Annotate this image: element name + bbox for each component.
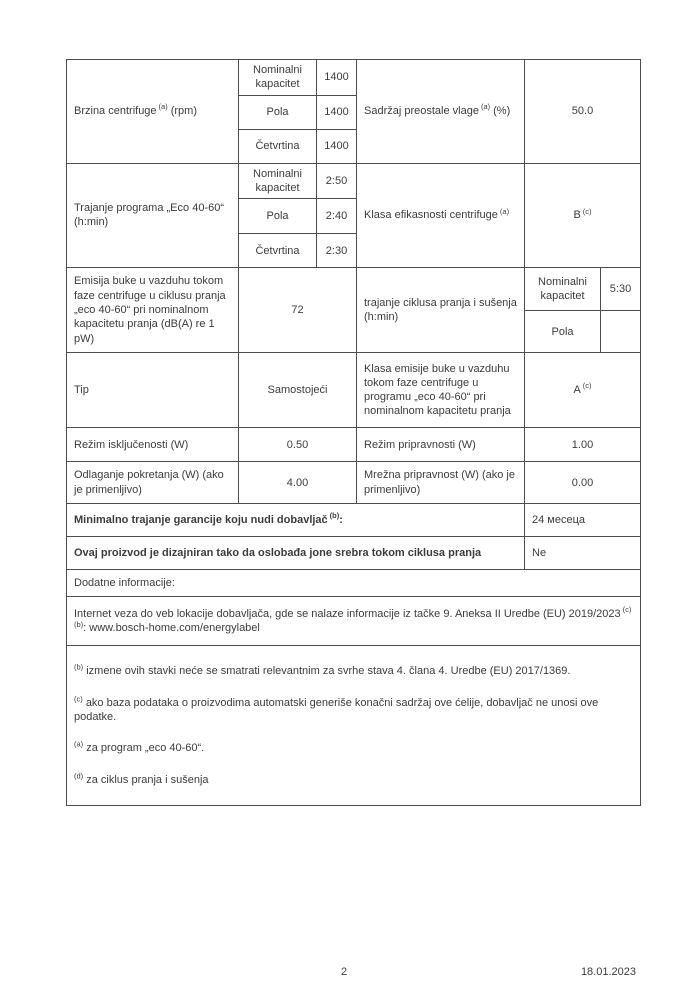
spin-class-footnote-marker: (a) xyxy=(499,206,510,216)
additional-info-label: Dodatne informacije: xyxy=(67,570,641,597)
noise-emission-value: 72 xyxy=(239,268,357,353)
capacity-quarter-label-cell xyxy=(239,129,317,163)
noise-emission-label: Emisija buke u vazduhu tokom faze centrifuge u ciklusu pranja „eco 40-60“ pri nominalnom kapacitetu pranja (dB(A) re 1 pW) xyxy=(74,275,226,345)
footnote-d xyxy=(74,770,633,787)
spin-speed-unit: (rpm) xyxy=(170,105,197,118)
web-link-footnote-markers: (c) (b) xyxy=(74,605,632,629)
capacity-nominal-label-2: Nominalni kapacitet xyxy=(253,167,302,194)
spin-speed-label: Brzina centrifuge xyxy=(74,105,157,118)
spin-speed-half-value: 1400 xyxy=(317,95,357,129)
capacity-nominal-label: Nominalni kapacitet xyxy=(253,64,302,91)
program-duration-label: Trajanje programa „Eco 40-60“ (h:min) xyxy=(74,202,224,229)
wash-dry-duration-label-cell xyxy=(357,268,525,353)
product-fiche-table xyxy=(66,59,641,806)
noise-emission-label-cell xyxy=(67,268,239,353)
warranty-value: 24 месеца xyxy=(525,504,641,537)
delay-start-label: Odlaganje pokretanja (W) (ako je primenljivo) xyxy=(74,469,224,496)
wash-dry-half-value xyxy=(601,311,641,353)
capacity-half-label-cell xyxy=(239,95,317,129)
wash-dry-half-label-cell xyxy=(525,311,601,353)
footnote-b-text: izmene ovih stavki neće se smatrati relevantnim za svrhe stava 4. člana 4. Uredbe (EU) 2017/1369. xyxy=(86,665,571,678)
residual-moisture-footnote-marker: (a) xyxy=(480,102,491,112)
capacity-half-label-2: Pola xyxy=(266,210,289,223)
residual-moisture-label: Sadržaj preostale vlage xyxy=(364,105,479,118)
type-label-cell xyxy=(67,353,239,428)
noise-class-value-footnote-marker: (c) xyxy=(582,381,592,391)
residual-moisture-label-cell xyxy=(357,60,525,164)
silver-ions-label: Ovaj proizvod je dizajniran tako da oslobađa jone srebra tokom ciklusa pranja xyxy=(74,547,482,560)
off-mode-label-cell xyxy=(67,428,239,462)
web-link-url: : www.bosch-home.com/energylabel xyxy=(83,622,260,635)
delay-start-label-cell xyxy=(67,462,239,504)
standby-label-cell xyxy=(357,428,525,462)
capacity-half-label-cell-2 xyxy=(239,199,317,234)
warranty-label: Minimalno trajanje garancije koju nudi dobavljač xyxy=(74,514,328,527)
footnote-c-text: ako baza podataka o proizvodima automatski generiše konačni sadržaj ove ćelije, dobavljač ne unosi ove podatke. xyxy=(74,696,599,724)
networked-standby-label: Mrežna pripravnost (W) (ako je primenljivo) xyxy=(364,469,515,496)
silver-ions-value: Ne xyxy=(525,537,641,570)
type-value: Samostojeći xyxy=(239,353,357,428)
page-date: 18.01.2023 xyxy=(580,966,636,978)
footnote-a-marker: (a) xyxy=(74,739,84,749)
footnotes-cell xyxy=(67,646,641,806)
wash-dry-duration-label: trajanje ciklusa pranja i sušenja (h:min) xyxy=(364,296,517,324)
networked-standby-label-cell xyxy=(357,462,525,504)
capacity-nominal-label-cell-2 xyxy=(239,163,317,199)
program-duration-quarter-value: 2:30 xyxy=(317,234,357,268)
footnote-c-marker: (c) xyxy=(74,694,83,704)
noise-class-label: Klasa emisije buke u vazduhu tokom faze centrifuge u programu „eco 40-60“ pri nominalnom kapacitetu pranja xyxy=(364,362,511,418)
networked-standby-value: 0.00 xyxy=(525,462,641,504)
wash-dry-nominal-label-cell xyxy=(525,268,601,311)
warranty-label-cell xyxy=(67,504,525,537)
footnote-d-text: za ciklus pranja i sušenja xyxy=(86,773,209,786)
program-duration-half-value: 2:40 xyxy=(317,199,357,234)
residual-moisture-value: 50.0 xyxy=(525,60,641,164)
warranty-label-colon: : xyxy=(339,514,343,527)
delay-start-value: 4.00 xyxy=(239,462,357,504)
footnote-a-text: za program „eco 40-60“. xyxy=(86,742,205,755)
spin-speed-quarter-value: 1400 xyxy=(317,129,357,163)
spin-class-value-footnote-marker: (c) xyxy=(582,206,592,216)
residual-moisture-unit: (%) xyxy=(493,105,511,118)
capacity-nominal-label-cell xyxy=(239,60,317,96)
spin-speed-label-cell xyxy=(67,60,239,164)
wash-dry-half-label: Pola xyxy=(551,325,574,338)
footnote-b-marker: (b) xyxy=(74,662,84,672)
standby-label: Režim pripravnosti (W) xyxy=(364,438,476,451)
standby-value: 1.00 xyxy=(525,428,641,462)
page-number: 2 xyxy=(340,966,348,978)
spin-speed-footnote-marker: (a) xyxy=(158,102,168,112)
web-link-text: Internet veza do veb lokacije dobavljača, gde se nalaze informacije iz tačke 9. Aneksa II Uredbe (EU) 2019/2023 xyxy=(74,607,621,620)
spin-class-label-cell xyxy=(357,163,525,268)
type-label: Tip xyxy=(74,384,89,397)
footnote-c xyxy=(74,696,633,725)
program-duration-label-cell xyxy=(67,163,239,268)
web-link-cell xyxy=(67,597,641,646)
silver-ions-label-cell xyxy=(67,537,525,570)
noise-class-value: A xyxy=(573,384,581,397)
footnote-d-marker: (d) xyxy=(74,770,84,780)
spin-class-value-cell xyxy=(525,163,641,268)
wash-dry-nominal-value: 5:30 xyxy=(601,268,641,311)
noise-class-value-cell xyxy=(525,353,641,428)
wash-dry-nominal-label: Nominalni kapacitet xyxy=(538,275,587,303)
spin-class-value: B xyxy=(573,209,581,222)
capacity-half-label: Pola xyxy=(266,105,289,118)
off-mode-value: 0.50 xyxy=(239,428,357,462)
footnote-a xyxy=(74,741,633,755)
capacity-quarter-label-cell-2 xyxy=(239,234,317,268)
program-duration-nominal-value: 2:50 xyxy=(317,163,357,199)
footnote-b xyxy=(74,664,633,678)
spin-speed-nominal-value: 1400 xyxy=(317,60,357,96)
spin-class-label: Klasa efikasnosti centrifuge xyxy=(364,209,498,222)
warranty-footnote-marker: (b) xyxy=(329,511,340,521)
capacity-quarter-label: Četvrtina xyxy=(255,139,300,152)
capacity-quarter-label-2: Četvrtina xyxy=(255,244,300,257)
noise-class-label-cell xyxy=(357,353,525,428)
off-mode-label: Režim isključenosti (W) xyxy=(74,438,189,451)
